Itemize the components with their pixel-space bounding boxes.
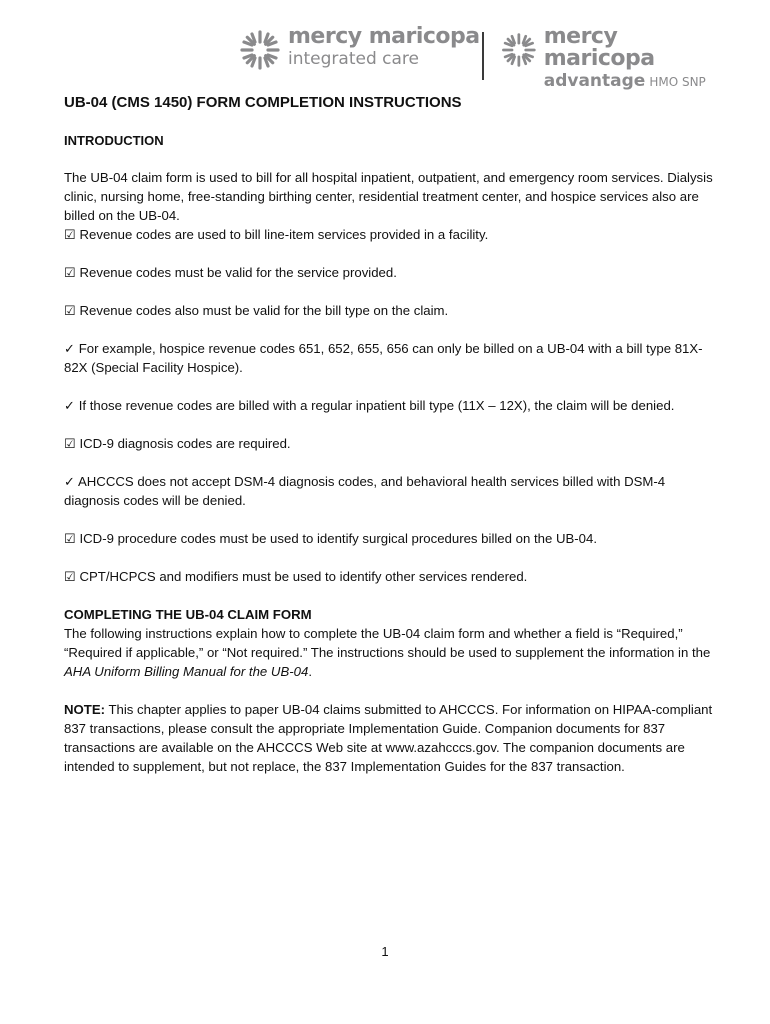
logo-right-tagline-main: advantage (543, 71, 646, 91)
completing-paragraph (64, 624, 714, 681)
mercy-maricopa-integrated-care-logo (238, 26, 480, 72)
list-item: ☑ ICD-9 procedure codes must be used to identify surgical procedures billed on the UB-04. (64, 531, 598, 546)
logo-right-tagline-small: HMO SNP (649, 75, 706, 89)
sunburst-logo-icon (500, 28, 538, 72)
list-item: ☑ CPT/HCPCS and modifiers must be used to identify other services rendered. (64, 569, 528, 584)
logo-right-brand: mercy maricopa (543, 24, 655, 71)
note-paragraph (64, 700, 714, 776)
note-label: NOTE: (64, 702, 106, 717)
header-logos (238, 20, 708, 91)
list-item: ☑ Revenue codes must be valid for the service provided. (64, 265, 397, 280)
logo-divider (482, 32, 484, 80)
completing-text: The following instructions explain how to complete the UB-04 claim form and whether a field is “Required,” “Required if applicable,” or “Not required.” The instructions should be used to supplement the information in the (64, 626, 711, 660)
page-number: 1 (381, 944, 389, 959)
logo-left-brand: mercy maricopa (288, 24, 480, 49)
sunburst-logo-icon (238, 28, 282, 72)
list-item: ☑ ICD-9 diagnosis codes are required. (64, 436, 291, 451)
completing-end: . (308, 664, 312, 679)
manual-title: AHA Uniform Billing Manual for the UB-04 (64, 664, 309, 679)
logo-right-tagline (544, 73, 708, 90)
list-item: ✓ AHCCCS does not accept DSM-4 diagnosis codes, and behavioral health services billed with DSM-4 diagnosis codes will be denied. (64, 474, 666, 508)
intro-heading: INTRODUCTION (64, 133, 164, 148)
page-title: UB-04 (CMS 1450) FORM COMPLETION INSTRUCTIONS (64, 94, 462, 111)
logo-left-tagline: integrated care (288, 49, 419, 69)
list-item: ✓ For example, hospice revenue codes 651, 652, 655, 656 can only be billed on a UB-04 with a bill type 81X-82X (Special Facility Hospice). (64, 341, 703, 375)
note-text: This chapter applies to paper UB-04 claims submitted to AHCCCS. For information on HIPAA-compliant 837 transactions, please consult the appropriate Implementation Guide. Companion documents for 837 transactions are available on the AHCCCS Web site at www.azahcccs.gov. The companion documents are intended to supplement, but not replace, the 837 Implementation Guides for the 837 transaction. (64, 702, 713, 774)
list-item: ☑ Revenue codes are used to bill line-item services provided in a facility. (64, 227, 489, 242)
completing-heading: COMPLETING THE UB-04 CLAIM FORM (64, 607, 312, 622)
list-item: ☑ Revenue codes also must be valid for the bill type on the claim. (64, 303, 449, 318)
mercy-maricopa-advantage-logo (500, 26, 708, 90)
intro-paragraph: The UB-04 claim form is used to bill for all hospital inpatient, outpatient, and emergency room services. Dialysis clinic, nursing home, free-standing birthing center, residential treatment center, and hospice services also are billed on the UB-04. (64, 170, 713, 223)
list-item: ✓ If those revenue codes are billed with a regular inpatient bill type (11X – 12X), the claim will be denied. (64, 398, 675, 413)
document-body (64, 94, 714, 776)
